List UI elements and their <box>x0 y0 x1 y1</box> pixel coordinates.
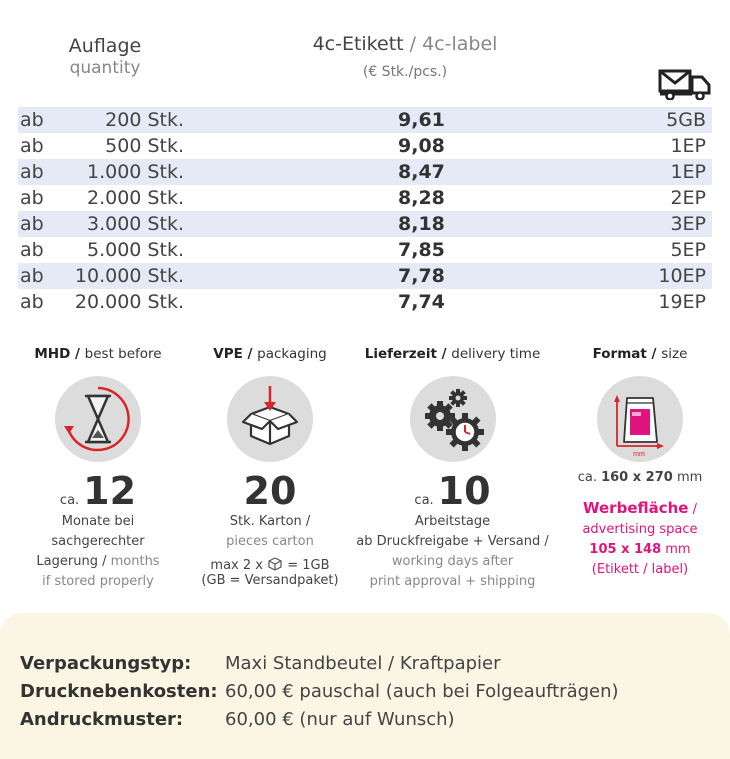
label-header <box>280 33 530 81</box>
feature-title-en: delivery time <box>451 346 541 362</box>
row-price: 7,78 <box>398 265 445 287</box>
ad-sep: / <box>688 502 697 517</box>
feature-description <box>345 512 560 592</box>
row-price: 7,74 <box>398 291 445 313</box>
box-icon <box>227 376 313 462</box>
row-quantity: 1.000 Stk. <box>87 161 184 183</box>
desc-line <box>185 556 355 573</box>
table-row <box>18 185 712 211</box>
row-price: 9,08 <box>398 135 445 157</box>
feature-description <box>185 512 355 588</box>
desc-text: = 1GB <box>287 558 330 573</box>
desc-line: Monate bei <box>61 514 135 529</box>
icon-mm-text: mm <box>633 451 645 458</box>
ad-size <box>560 540 720 560</box>
feature-title-en: best before <box>84 346 162 362</box>
feature-ca: ca. <box>59 493 80 508</box>
desc-line: print approval + shipping <box>369 574 536 589</box>
ad-title-en: advertising space <box>582 522 698 537</box>
quantity-header-en: quantity <box>69 57 141 78</box>
feature-ca: ca. <box>414 493 434 508</box>
feature-format <box>560 346 720 580</box>
table-row <box>18 237 712 263</box>
desc-line <box>8 552 188 572</box>
row-shipping: 5GB <box>666 109 706 131</box>
row-quantity: 10.000 Stk. <box>74 265 184 287</box>
footer-info <box>0 613 730 759</box>
feature-number: 12 <box>83 469 137 513</box>
row-shipping: 1EP <box>670 161 706 183</box>
feature-vpe <box>185 346 355 588</box>
row-quantity: 3.000 Stk. <box>87 213 184 235</box>
feature-ad-space <box>560 498 720 580</box>
footer-key: Andruckmuster: <box>20 709 184 730</box>
row-prefix: ab <box>20 239 44 261</box>
row-quantity: 2.000 Stk. <box>87 187 184 209</box>
row-price: 7,85 <box>398 239 445 261</box>
table-row <box>18 159 712 185</box>
footer-key: Drucknebenkosten: <box>20 681 218 702</box>
row-prefix: ab <box>20 187 44 209</box>
table-row <box>18 289 712 315</box>
desc-line: Stk. Karton / <box>229 514 311 529</box>
row-prefix: ab <box>20 265 44 287</box>
label-header-title <box>280 33 530 56</box>
row-prefix: ab <box>20 213 44 235</box>
ad-title-de: Werbefläche <box>583 499 689 517</box>
footer-value: 60,00 € (nur auf Wunsch) <box>225 709 455 730</box>
feature-value <box>345 469 560 513</box>
feature-title-de: VPE <box>213 346 243 362</box>
quantity-header <box>40 35 170 78</box>
row-shipping: 2EP <box>670 187 706 209</box>
row-price: 8,47 <box>398 161 445 183</box>
row-prefix: ab <box>20 135 44 157</box>
table-row <box>18 211 712 237</box>
table-row <box>18 107 712 133</box>
feature-title: MHD / best before <box>34 346 162 362</box>
price-table <box>18 107 712 315</box>
size-value: 160 x 270 <box>601 470 673 485</box>
row-shipping: 10EP <box>658 265 706 287</box>
size-ca: ca. <box>577 470 597 485</box>
table-row <box>18 133 712 159</box>
hourglass-icon <box>55 376 141 462</box>
feature-title-de: MHD <box>34 346 71 362</box>
row-price: 9,61 <box>398 109 445 131</box>
row-prefix: ab <box>20 161 44 183</box>
footer-key: Verpackungstyp: <box>20 653 192 674</box>
desc-line: (GB = Versandpaket) <box>201 573 339 588</box>
quantity-header-de: Auflage <box>68 35 142 57</box>
row-shipping: 5EP <box>670 239 706 261</box>
row-prefix: ab <box>20 109 44 131</box>
feature-title-de: Lieferzeit <box>364 346 437 362</box>
feature-title-de: Format <box>592 346 647 362</box>
row-price: 8,18 <box>398 213 445 235</box>
desc-text: max 2 x <box>210 558 263 573</box>
gears-clock-icon <box>410 376 496 462</box>
ad-note: (Etikett / label) <box>591 562 689 577</box>
feature-value <box>8 469 188 513</box>
desc-line: if stored properly <box>42 574 154 589</box>
feature-title: Lieferzeit / delivery time <box>364 346 541 362</box>
feature-description <box>8 512 188 592</box>
feature-number: 10 <box>437 469 491 513</box>
feature-mhd <box>8 346 188 592</box>
feature-title-en: packaging <box>257 346 327 362</box>
feature-value <box>185 469 355 513</box>
feature-title-en: size <box>661 346 688 362</box>
footer-value: 60,00 € pauschal (auch bei Folgeaufträgen) <box>225 681 619 702</box>
desc-line: Arbeitstage <box>414 514 491 529</box>
ad-title <box>560 498 720 520</box>
label-header-sep: / <box>403 33 423 55</box>
row-shipping: 3EP <box>670 213 706 235</box>
feature-title: VPE / packaging <box>213 346 327 362</box>
desc-line: working days after <box>391 554 514 569</box>
pouch-size-icon <box>597 376 683 462</box>
unit-label: (€ Stk./pcs.) <box>362 63 448 80</box>
row-shipping: 19EP <box>658 291 706 313</box>
size-unit: mm <box>676 470 703 485</box>
envelope-truck-icon <box>658 68 712 100</box>
row-prefix: ab <box>20 291 44 313</box>
feature-lieferzeit <box>345 346 560 592</box>
desc-text-en: months <box>110 554 160 569</box>
footer-value: Maxi Standbeutel / Kraftpapier <box>225 653 501 674</box>
desc-line: sachgerechter <box>51 534 145 549</box>
small-box-icon <box>267 556 283 572</box>
desc-line: ab Druckfreigabe + Versand / <box>356 534 549 549</box>
label-header-de: 4c-Etikett <box>312 33 404 55</box>
row-quantity: 500 Stk. <box>105 135 184 157</box>
desc-text-de: Lagerung / <box>36 554 107 569</box>
feature-number: 20 <box>243 469 297 513</box>
table-row <box>18 263 712 289</box>
desc-line: pieces carton <box>226 534 314 549</box>
row-shipping: 1EP <box>670 135 706 157</box>
ad-unit: mm <box>665 542 691 557</box>
ad-value: 105 x 148 <box>589 542 662 557</box>
row-quantity: 20.000 Stk. <box>74 291 184 313</box>
feature-title: Format / size <box>592 346 688 362</box>
row-quantity: 5.000 Stk. <box>87 239 184 261</box>
feature-size <box>560 468 720 488</box>
label-header-en: 4c-label <box>422 33 498 55</box>
row-quantity: 200 Stk. <box>105 109 184 131</box>
row-price: 8,28 <box>398 187 445 209</box>
